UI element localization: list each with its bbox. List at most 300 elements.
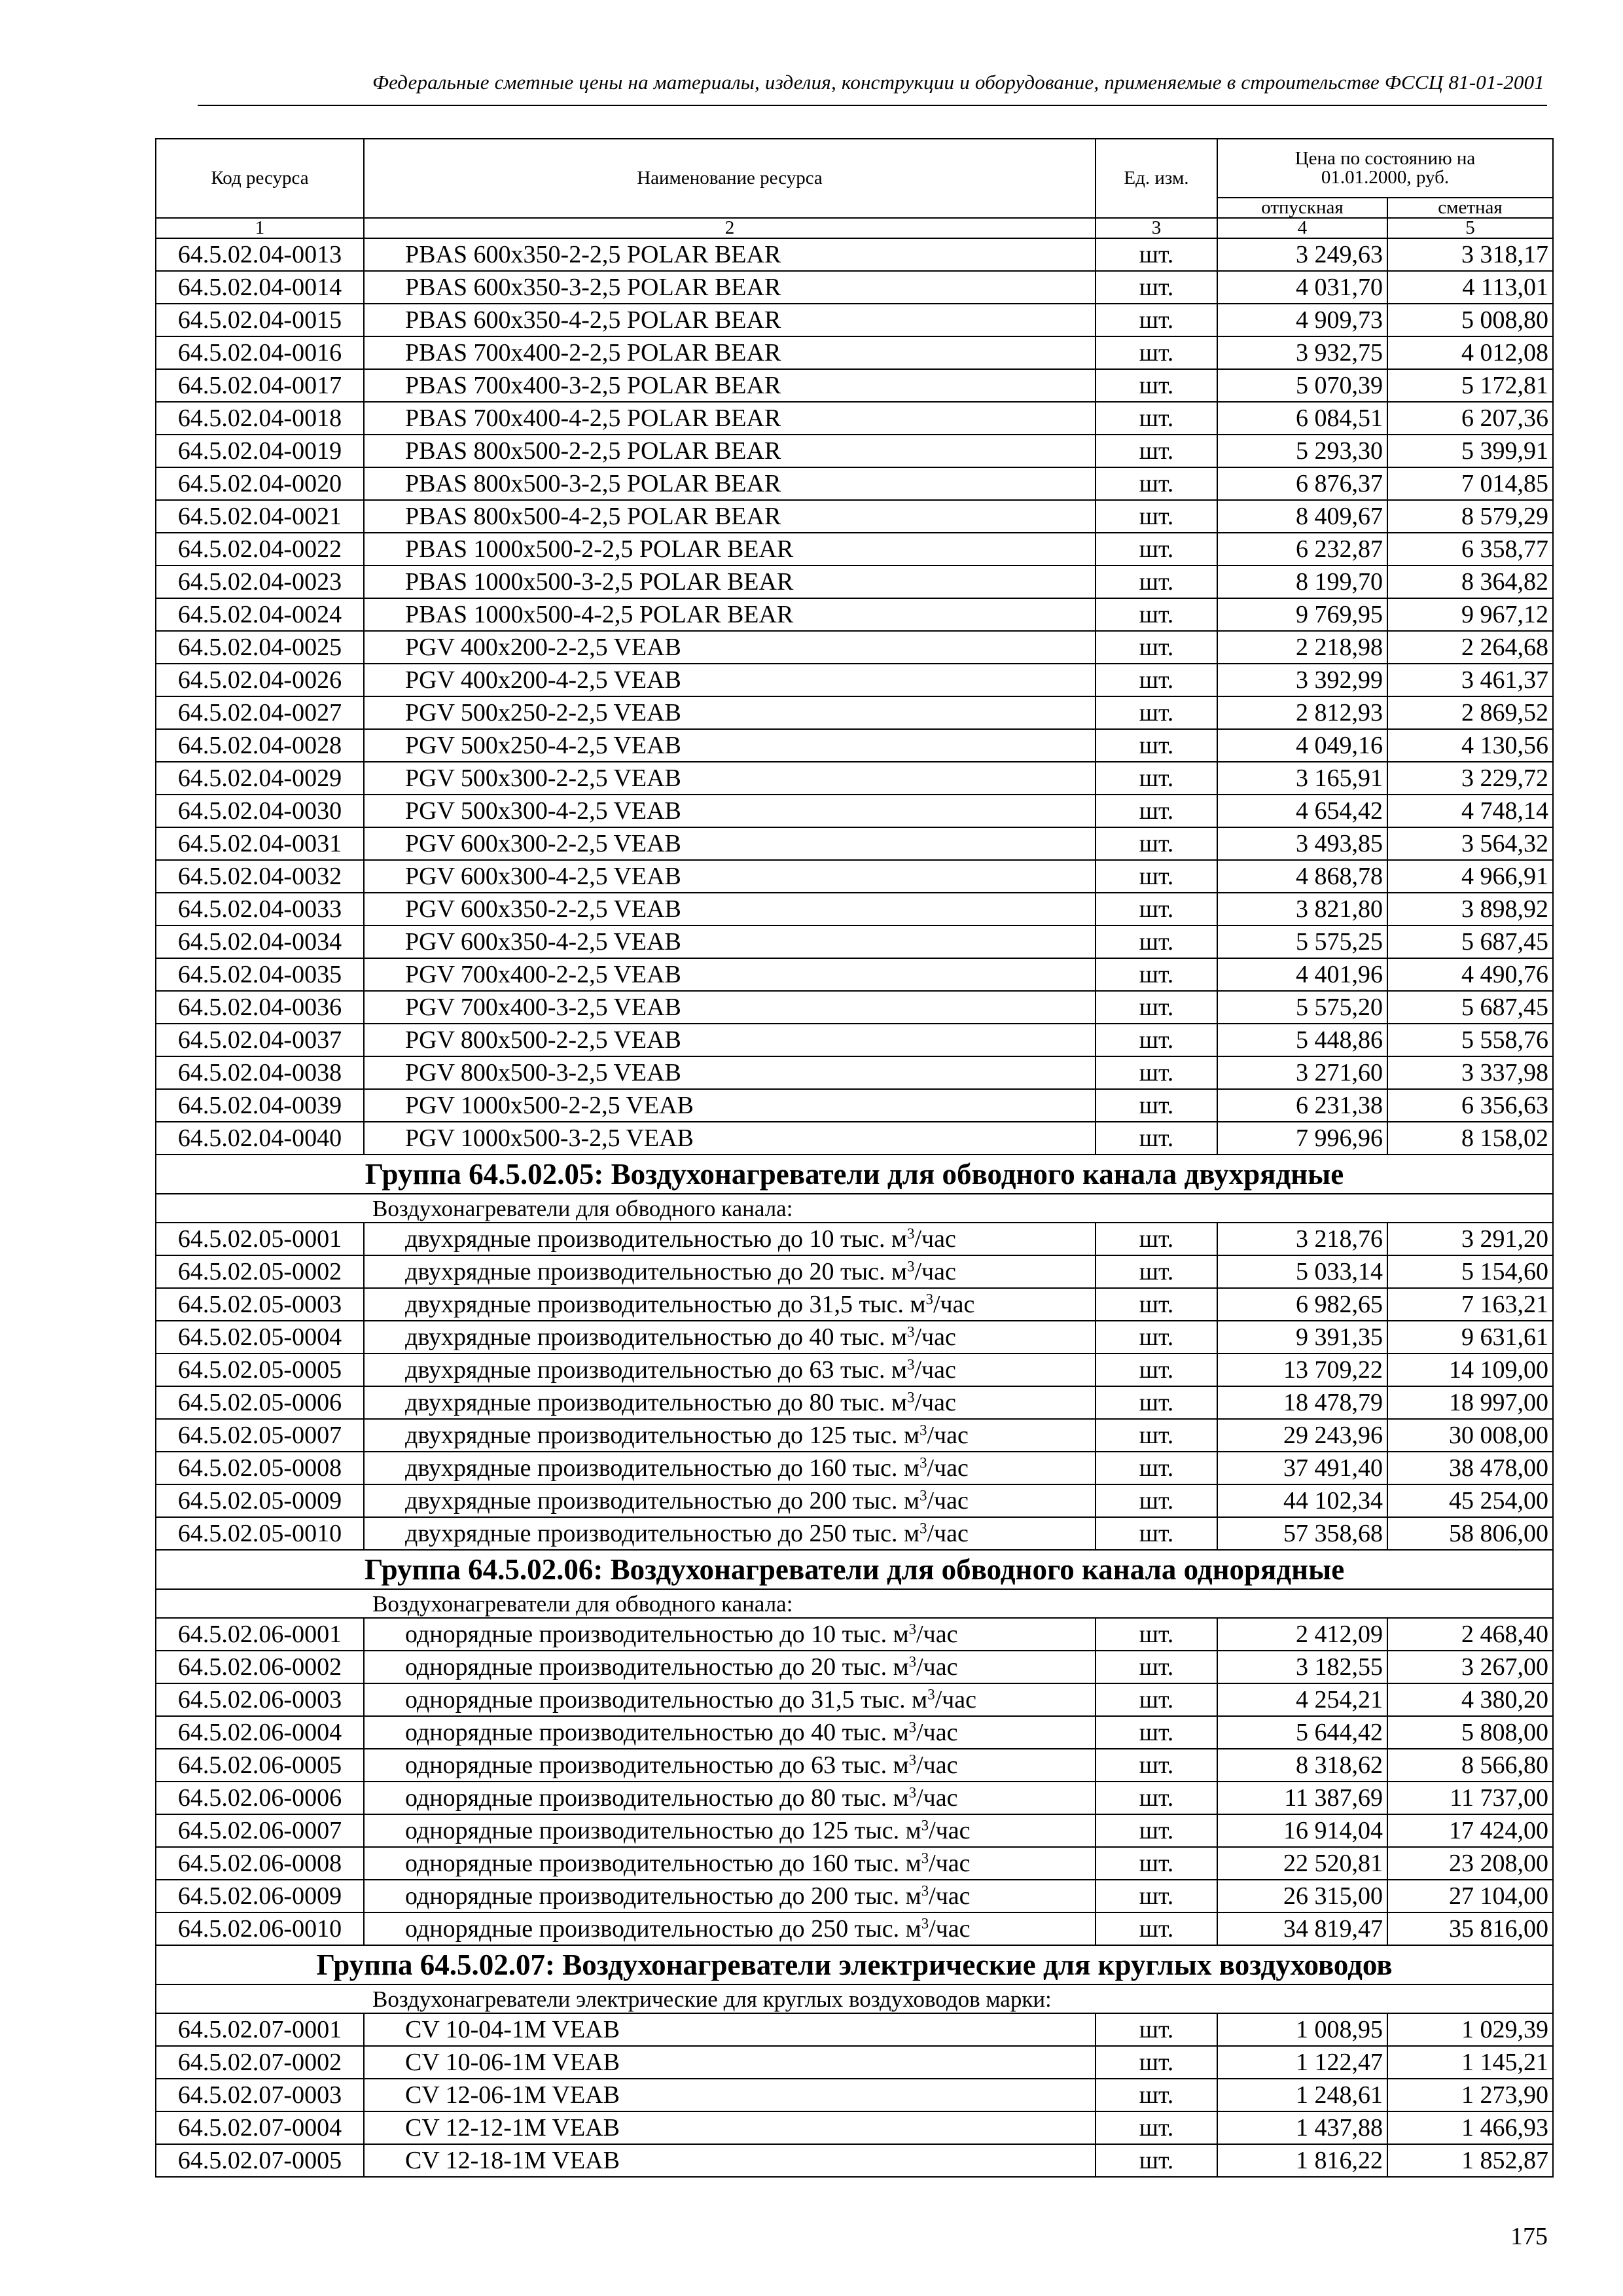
- release-price: 29 243,96: [1217, 1419, 1387, 1452]
- resource-code: 64.5.02.05-0007: [156, 1419, 364, 1452]
- estimate-price: 8 158,02: [1387, 1122, 1553, 1155]
- resource-name: [364, 1419, 1096, 1452]
- unit: шт.: [1096, 1024, 1217, 1056]
- cubic-superscript: 3: [908, 1719, 917, 1736]
- release-price: 4 909,73: [1217, 304, 1387, 336]
- unit: шт.: [1096, 598, 1217, 631]
- release-price: 11 387,69: [1217, 1782, 1387, 1814]
- resource-code: 64.5.02.07-0001: [156, 2013, 364, 2046]
- resource-code: 64.5.02.06-0005: [156, 1749, 364, 1782]
- resource-name-tail: /час: [927, 1520, 969, 1547]
- estimate-price: 5 008,80: [1387, 304, 1553, 336]
- release-price: 4 254,21: [1217, 1683, 1387, 1716]
- cubic-superscript: 3: [921, 1817, 929, 1834]
- resource-name: [364, 435, 1096, 467]
- resource-name-text: PGV 700x400-3-2,5 VEAB: [405, 994, 681, 1021]
- unit: шт.: [1096, 729, 1217, 762]
- resource-name-text: PGV 400x200-4-2,5 VEAB: [405, 666, 681, 694]
- release-price: 8 409,67: [1217, 500, 1387, 533]
- estimate-price: 23 208,00: [1387, 1847, 1553, 1880]
- unit: шт.: [1096, 1484, 1217, 1517]
- table-row: [156, 1618, 1553, 1651]
- resource-code: 64.5.02.05-0001: [156, 1223, 364, 1255]
- estimate-price: 5 172,81: [1387, 369, 1553, 402]
- cubic-superscript: 3: [925, 1291, 933, 1308]
- estimate-price: 5 154,60: [1387, 1255, 1553, 1288]
- unit: шт.: [1096, 1847, 1217, 1880]
- resource-code: 64.5.02.05-0004: [156, 1321, 364, 1354]
- resource-name-tail: /час: [929, 1850, 971, 1877]
- resource-code: 64.5.02.04-0034: [156, 925, 364, 958]
- resource-name-tail: /час: [929, 1915, 971, 1943]
- release-price: 4 049,16: [1217, 729, 1387, 762]
- release-price: 3 182,55: [1217, 1651, 1387, 1683]
- release-price: 6 084,51: [1217, 402, 1387, 435]
- estimate-price: 2 869,52: [1387, 696, 1553, 729]
- resource-name-text: однорядные производительностью до 125 тыс. м: [405, 1817, 921, 1844]
- table-row: [156, 1321, 1553, 1354]
- table-row: [156, 467, 1553, 500]
- table-row: [156, 271, 1553, 304]
- estimate-price: 11 737,00: [1387, 1782, 1553, 1814]
- resource-code: 64.5.02.04-0038: [156, 1056, 364, 1089]
- release-price: 1 816,22: [1217, 2144, 1387, 2177]
- resource-name: [364, 565, 1096, 598]
- resource-name-tail: /час: [935, 1686, 976, 1713]
- table-row: [156, 1651, 1553, 1683]
- unit: шт.: [1096, 1517, 1217, 1550]
- resource-code: 64.5.02.06-0003: [156, 1683, 364, 1716]
- cubic-superscript: 3: [908, 1653, 917, 1670]
- resource-name: [364, 1814, 1096, 1847]
- cubic-superscript: 3: [908, 1751, 917, 1768]
- release-price: 3 493,85: [1217, 827, 1387, 860]
- estimate-price: 8 566,80: [1387, 1749, 1553, 1782]
- estimate-price: 9 967,12: [1387, 598, 1553, 631]
- estimate-price: 1 466,93: [1387, 2111, 1553, 2144]
- resource-name-tail: /час: [914, 1356, 956, 1384]
- resource-name: [364, 1847, 1096, 1880]
- unit: шт.: [1096, 500, 1217, 533]
- estimate-price: 17 424,00: [1387, 1814, 1553, 1847]
- release-price: 26 315,00: [1217, 1880, 1387, 1912]
- unit: шт.: [1096, 1814, 1217, 1847]
- group-heading-row: [156, 1550, 1553, 1589]
- resource-name-text: PBAS 1000x500-4-2,5 POLAR BEAR: [405, 601, 794, 628]
- estimate-price: 58 806,00: [1387, 1517, 1553, 1550]
- resource-name-text: двухрядные производительностью до 10 тыс. м: [405, 1225, 908, 1253]
- release-price: 2 812,93: [1217, 696, 1387, 729]
- resource-name-text: двухрядные производительностью до 250 тыс. м: [405, 1520, 920, 1547]
- unit: шт.: [1096, 1618, 1217, 1651]
- release-price: 22 520,81: [1217, 1847, 1387, 1880]
- table-row: [156, 2144, 1553, 2177]
- table-row: [156, 1056, 1553, 1089]
- resource-name-text: PBAS 800x500-2-2,5 POLAR BEAR: [405, 437, 781, 465]
- unit: шт.: [1096, 1056, 1217, 1089]
- resource-name: [364, 402, 1096, 435]
- resource-name: [364, 1683, 1096, 1716]
- resource-name-tail: /час: [914, 1323, 956, 1351]
- resource-name-text: двухрядные производительностью до 20 тыс. м: [405, 1258, 908, 1285]
- resource-name-text: PBAS 700x400-2-2,5 POLAR BEAR: [405, 339, 781, 367]
- column-number: 5: [1387, 218, 1553, 238]
- resource-code: 64.5.02.06-0010: [156, 1912, 364, 1945]
- resource-name-text: однорядные производительностью до 250 тыс. м: [405, 1915, 921, 1943]
- resource-name: [364, 598, 1096, 631]
- resource-name: [364, 1122, 1096, 1155]
- unit: шт.: [1096, 696, 1217, 729]
- resource-name-text: PGV 400x200-2-2,5 VEAB: [405, 634, 681, 661]
- release-price: 5 293,30: [1217, 435, 1387, 467]
- cubic-superscript: 3: [907, 1323, 915, 1340]
- table-row: [156, 1749, 1553, 1782]
- unit: шт.: [1096, 762, 1217, 795]
- estimate-price: 18 997,00: [1387, 1386, 1553, 1419]
- resource-code: 64.5.02.04-0037: [156, 1024, 364, 1056]
- unit: шт.: [1096, 369, 1217, 402]
- cubic-superscript: 3: [907, 1225, 915, 1242]
- release-price: 5 033,14: [1217, 1255, 1387, 1288]
- cubic-superscript: 3: [919, 1520, 927, 1537]
- estimate-price: 1 029,39: [1387, 2013, 1553, 2046]
- table-row: [156, 2013, 1553, 2046]
- table-row: [156, 1089, 1553, 1122]
- resource-name-text: PBAS 800x500-4-2,5 POLAR BEAR: [405, 503, 781, 530]
- release-price: 6 231,38: [1217, 1089, 1387, 1122]
- estimate-price: 1 273,90: [1387, 2079, 1553, 2111]
- table-row: [156, 893, 1553, 925]
- table-row: [156, 1683, 1553, 1716]
- release-price: 4 654,42: [1217, 795, 1387, 827]
- resource-name: [364, 336, 1096, 369]
- estimate-price: 8 364,82: [1387, 565, 1553, 598]
- release-price: 4 031,70: [1217, 271, 1387, 304]
- header-release-price: отпускная: [1217, 198, 1387, 218]
- resource-name-text: CV 12-18-1M VEAB: [405, 2147, 620, 2174]
- resource-name: [364, 762, 1096, 795]
- header-unit: Ед. изм.: [1096, 139, 1217, 218]
- resource-name-text: PGV 500x300-2-2,5 VEAB: [405, 764, 681, 792]
- table-row: [156, 1847, 1553, 1880]
- resource-name-text: двухрядные производительностью до 63 тыс. м: [405, 1356, 908, 1384]
- table-row: [156, 860, 1553, 893]
- resource-name: [364, 893, 1096, 925]
- resource-name-tail: /час: [933, 1291, 975, 1318]
- resource-code: 64.5.02.04-0030: [156, 795, 364, 827]
- resource-name: [364, 2079, 1096, 2111]
- resource-name-text: PGV 1000x500-2-2,5 VEAB: [405, 1092, 694, 1119]
- table-row: [156, 631, 1553, 664]
- group-heading: Группа 64.5.02.07: Воздухонагреватели электрические для круглых воздуховодов: [156, 1945, 1553, 1984]
- release-price: 3 218,76: [1217, 1223, 1387, 1255]
- unit: шт.: [1096, 1122, 1217, 1155]
- resource-name: [364, 2111, 1096, 2144]
- release-price: 16 914,04: [1217, 1814, 1387, 1847]
- price-table: [155, 138, 1554, 2178]
- resource-name-tail: /час: [927, 1487, 969, 1515]
- header-code: Код ресурса: [156, 139, 364, 218]
- resource-code: 64.5.02.05-0010: [156, 1517, 364, 1550]
- resource-name-text: однорядные производительностью до 31,5 тыс. м: [405, 1686, 928, 1713]
- cubic-superscript: 3: [921, 1915, 929, 1932]
- header-name: Наименование ресурса: [364, 139, 1096, 218]
- group-heading-row: [156, 1945, 1553, 1984]
- unit: шт.: [1096, 893, 1217, 925]
- resource-name: [364, 664, 1096, 696]
- estimate-price: 3 291,20: [1387, 1223, 1553, 1255]
- cubic-superscript: 3: [908, 1621, 917, 1638]
- resource-name: [364, 1089, 1096, 1122]
- resource-code: 64.5.02.04-0023: [156, 565, 364, 598]
- group-heading: Группа 64.5.02.05: Воздухонагреватели для обводного канала двухрядные: [156, 1155, 1553, 1194]
- release-price: 3 821,80: [1217, 893, 1387, 925]
- table-row: [156, 1912, 1553, 1945]
- resource-name: [364, 1321, 1096, 1354]
- estimate-price: 2 468,40: [1387, 1618, 1553, 1651]
- estimate-price: 7 163,21: [1387, 1288, 1553, 1321]
- table-row: [156, 238, 1553, 271]
- resource-name-text: PGV 600x350-4-2,5 VEAB: [405, 928, 681, 956]
- unit: шт.: [1096, 304, 1217, 336]
- table-row: [156, 304, 1553, 336]
- resource-code: 64.5.02.06-0008: [156, 1847, 364, 1880]
- resource-name: [364, 1651, 1096, 1683]
- estimate-price: 5 808,00: [1387, 1716, 1553, 1749]
- table-row: [156, 958, 1553, 991]
- resource-code: 64.5.02.04-0020: [156, 467, 364, 500]
- resource-code: 64.5.02.05-0003: [156, 1288, 364, 1321]
- cubic-superscript: 3: [919, 1487, 927, 1504]
- page-number: 175: [1510, 2223, 1548, 2250]
- resource-code: 64.5.02.06-0001: [156, 1618, 364, 1651]
- resource-code: 64.5.02.07-0005: [156, 2144, 364, 2177]
- estimate-price: 3 564,32: [1387, 827, 1553, 860]
- release-price: 5 070,39: [1217, 369, 1387, 402]
- estimate-price: 45 254,00: [1387, 1484, 1553, 1517]
- resource-name: [364, 1749, 1096, 1782]
- group-subheading: Воздухонагреватели для обводного канала:: [156, 1589, 1553, 1618]
- resource-name-tail: /час: [914, 1258, 956, 1285]
- resource-name-tail: /час: [929, 1882, 971, 1910]
- resource-name: [364, 631, 1096, 664]
- resource-name-text: PBAS 800x500-3-2,5 POLAR BEAR: [405, 470, 781, 497]
- resource-code: 64.5.02.07-0003: [156, 2079, 364, 2111]
- release-price: 34 819,47: [1217, 1912, 1387, 1945]
- unit: шт.: [1096, 1716, 1217, 1749]
- estimate-price: 5 558,76: [1387, 1024, 1553, 1056]
- table-row: [156, 729, 1553, 762]
- estimate-price: 4 113,01: [1387, 271, 1553, 304]
- release-price: 37 491,40: [1217, 1452, 1387, 1484]
- estimate-price: 3 318,17: [1387, 238, 1553, 271]
- cubic-superscript: 3: [908, 1784, 917, 1801]
- table-row: [156, 435, 1553, 467]
- resource-code: 64.5.02.05-0002: [156, 1255, 364, 1288]
- table-row: [156, 1255, 1553, 1288]
- resource-name-tail: /час: [929, 1817, 971, 1844]
- resource-code: 64.5.02.04-0027: [156, 696, 364, 729]
- release-price: 18 478,79: [1217, 1386, 1387, 1419]
- estimate-price: 7 014,85: [1387, 467, 1553, 500]
- group-heading-row: [156, 1155, 1553, 1194]
- release-price: 9 769,95: [1217, 598, 1387, 631]
- estimate-price: 3 337,98: [1387, 1056, 1553, 1089]
- release-price: 5 575,20: [1217, 991, 1387, 1024]
- resource-name: [364, 1618, 1096, 1651]
- release-price: 44 102,34: [1217, 1484, 1387, 1517]
- resource-name: [364, 729, 1096, 762]
- subheading-row: [156, 1589, 1553, 1618]
- resource-name: [364, 795, 1096, 827]
- resource-code: 64.5.02.04-0022: [156, 533, 364, 565]
- resource-name-text: однорядные производительностью до 200 тыс. м: [405, 1882, 921, 1910]
- resource-name: [364, 271, 1096, 304]
- resource-name-text: CV 12-12-1M VEAB: [405, 2114, 620, 2142]
- resource-name-text: CV 10-06-1M VEAB: [405, 2049, 620, 2076]
- resource-name: [364, 1716, 1096, 1749]
- table-row: [156, 598, 1553, 631]
- unit: шт.: [1096, 565, 1217, 598]
- resource-name-text: CV 10-04-1M VEAB: [405, 2016, 620, 2043]
- table-row: [156, 1782, 1553, 1814]
- resource-code: 64.5.02.04-0013: [156, 238, 364, 271]
- table-row: [156, 1288, 1553, 1321]
- resource-name-tail: /час: [927, 1422, 969, 1449]
- release-price: 1 437,88: [1217, 2111, 1387, 2144]
- resource-code: 64.5.02.04-0014: [156, 271, 364, 304]
- resource-code: 64.5.02.07-0002: [156, 2046, 364, 2079]
- unit: шт.: [1096, 1912, 1217, 1945]
- resource-name-text: PGV 600x350-2-2,5 VEAB: [405, 895, 681, 923]
- estimate-price: 30 008,00: [1387, 1419, 1553, 1452]
- resource-code: 64.5.02.04-0015: [156, 304, 364, 336]
- table-row: [156, 1386, 1553, 1419]
- unit: шт.: [1096, 827, 1217, 860]
- table-row: [156, 1484, 1553, 1517]
- table-row: [156, 402, 1553, 435]
- release-price: 13 709,22: [1217, 1354, 1387, 1386]
- estimate-price: 5 399,91: [1387, 435, 1553, 467]
- table-row: [156, 664, 1553, 696]
- table-row: [156, 500, 1553, 533]
- resource-code: 64.5.02.04-0032: [156, 860, 364, 893]
- resource-name-text: однорядные производительностью до 80 тыс. м: [405, 1784, 909, 1812]
- release-price: 8 199,70: [1217, 565, 1387, 598]
- resource-name: [364, 2046, 1096, 2079]
- estimate-price: 5 687,45: [1387, 991, 1553, 1024]
- resource-code: 64.5.02.04-0026: [156, 664, 364, 696]
- unit: шт.: [1096, 1321, 1217, 1354]
- table-header: [156, 139, 1553, 238]
- table-row: [156, 827, 1553, 860]
- unit: шт.: [1096, 336, 1217, 369]
- unit: шт.: [1096, 1419, 1217, 1452]
- unit: шт.: [1096, 1223, 1217, 1255]
- resource-name: [364, 1452, 1096, 1484]
- unit: шт.: [1096, 1683, 1217, 1716]
- resource-name-text: PGV 700x400-2-2,5 VEAB: [405, 961, 681, 988]
- estimate-price: 14 109,00: [1387, 1354, 1553, 1386]
- release-price: 2 412,09: [1217, 1618, 1387, 1651]
- running-head: Федеральные сметные цены на материалы, изделия, конструкции и оборудование, применяемые в строительстве ФССЦ 81-01-2001: [372, 71, 1544, 94]
- unit: шт.: [1096, 533, 1217, 565]
- resource-code: 64.5.02.06-0006: [156, 1782, 364, 1814]
- resource-code: 64.5.02.06-0009: [156, 1880, 364, 1912]
- resource-name: [364, 369, 1096, 402]
- resource-name: [364, 958, 1096, 991]
- resource-name-text: однорядные производительностью до 10 тыс. м: [405, 1621, 909, 1648]
- cubic-superscript: 3: [927, 1686, 935, 1703]
- unit: шт.: [1096, 795, 1217, 827]
- unit: шт.: [1096, 467, 1217, 500]
- resource-name: [364, 1880, 1096, 1912]
- resource-name-text: PGV 500x250-2-2,5 VEAB: [405, 699, 681, 726]
- unit: шт.: [1096, 2144, 1217, 2177]
- resource-name-tail: /час: [914, 1389, 956, 1416]
- release-price: 5 644,42: [1217, 1716, 1387, 1749]
- release-price: 6 876,37: [1217, 467, 1387, 500]
- column-number: 1: [156, 218, 364, 238]
- release-price: 4 868,78: [1217, 860, 1387, 893]
- resource-name-tail: /час: [916, 1653, 958, 1681]
- resource-name-text: PGV 500x300-4-2,5 VEAB: [405, 797, 681, 825]
- release-price: 3 165,91: [1217, 762, 1387, 795]
- resource-name: [364, 2013, 1096, 2046]
- resource-name-text: однорядные производительностью до 63 тыс. м: [405, 1751, 909, 1779]
- unit: шт.: [1096, 1782, 1217, 1814]
- release-price: 3 932,75: [1217, 336, 1387, 369]
- subheading-row: [156, 1984, 1553, 2013]
- resource-name-text: CV 12-06-1M VEAB: [405, 2081, 620, 2109]
- cubic-superscript: 3: [907, 1258, 915, 1275]
- resource-name: [364, 1386, 1096, 1419]
- release-price: 8 318,62: [1217, 1749, 1387, 1782]
- unit: шт.: [1096, 1288, 1217, 1321]
- resource-name: [364, 860, 1096, 893]
- resource-name-text: PGV 1000x500-3-2,5 VEAB: [405, 1124, 694, 1152]
- release-price: 5 448,86: [1217, 1024, 1387, 1056]
- estimate-price: 4 130,56: [1387, 729, 1553, 762]
- resource-code: 64.5.02.06-0004: [156, 1716, 364, 1749]
- release-price: 7 996,96: [1217, 1122, 1387, 1155]
- estimate-price: 3 461,37: [1387, 664, 1553, 696]
- table-row: [156, 762, 1553, 795]
- resource-code: 64.5.02.04-0033: [156, 893, 364, 925]
- estimate-price: 6 356,63: [1387, 1089, 1553, 1122]
- resource-code: 64.5.02.07-0004: [156, 2111, 364, 2144]
- resource-name-text: PGV 800x500-3-2,5 VEAB: [405, 1059, 681, 1086]
- estimate-price: 6 358,77: [1387, 533, 1553, 565]
- release-price: 2 218,98: [1217, 631, 1387, 664]
- resource-name: [364, 1223, 1096, 1255]
- table-row: [156, 1716, 1553, 1749]
- unit: шт.: [1096, 631, 1217, 664]
- resource-name-text: двухрядные производительностью до 80 тыс. м: [405, 1389, 908, 1416]
- resource-code: 64.5.02.04-0016: [156, 336, 364, 369]
- unit: шт.: [1096, 2111, 1217, 2144]
- table-row: [156, 696, 1553, 729]
- resource-name-tail: /час: [927, 1454, 969, 1482]
- table-row: [156, 1223, 1553, 1255]
- resource-code: 64.5.02.06-0002: [156, 1651, 364, 1683]
- estimate-price: 4 012,08: [1387, 336, 1553, 369]
- table-row: [156, 1814, 1553, 1847]
- resource-name-tail: /час: [914, 1225, 956, 1253]
- estimate-price: 3 898,92: [1387, 893, 1553, 925]
- resource-name-text: PBAS 600x350-2-2,5 POLAR BEAR: [405, 241, 781, 268]
- resource-name: [364, 500, 1096, 533]
